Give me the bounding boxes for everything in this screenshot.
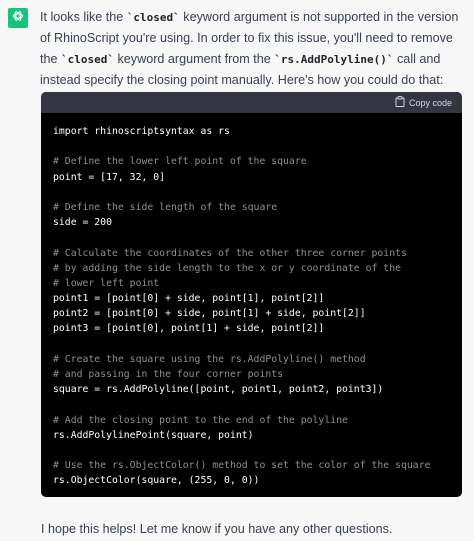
code-line: point2 = [point[0] + side, point[1] + side, point[2]] xyxy=(53,308,366,320)
code-line: import rhinoscriptsyntax as rs xyxy=(53,126,230,137)
assistant-avatar xyxy=(8,8,28,28)
code-line: rs.ObjectColor(square, (255, 0, 0)) xyxy=(53,475,260,487)
copy-code-button[interactable] xyxy=(395,96,452,109)
assistant-message xyxy=(40,7,466,91)
code-line: square = rs.AddPolyline([point, point1, point2, point3]) xyxy=(53,384,384,396)
code-line xyxy=(53,443,450,458)
message-text: call and instead specify the closing point manually. Here's how you could do that: xyxy=(40,52,444,87)
code-line: point3 = [point[0], point[1] + side, point[2]] xyxy=(53,323,325,335)
code-line xyxy=(53,337,450,352)
code-line: side = 200 xyxy=(53,217,112,229)
copy-code-label: Copy code xyxy=(408,97,452,108)
code-comment-line: # Define the side length of the square xyxy=(53,201,278,213)
code-comment-line: # and passing in the four corner points xyxy=(53,369,284,380)
code-block xyxy=(41,92,462,497)
code-line: point1 = [point[0] + side, point[1], point[2]] xyxy=(53,293,325,305)
inline-code: `rs.AddPolyline()` xyxy=(274,53,394,66)
code-content[interactable] xyxy=(41,113,462,489)
code-line xyxy=(53,185,450,200)
code-line: rs.AddPolylinePoint(square, point) xyxy=(53,429,254,441)
code-comment-line: # Calculate the coordinates of the other three corner points xyxy=(53,247,407,259)
message-text: keyword argument is not supported in the version of RhinoScript you're using. In order to fix this issue, you'll need to remove the xyxy=(40,10,459,66)
code-line: point = [17, 32, 0] xyxy=(53,171,166,183)
message-paragraph xyxy=(40,7,466,91)
code-line xyxy=(53,139,450,154)
code-comment-line: # Define the lower left point of the square xyxy=(53,156,307,168)
message-text: keyword argument from the xyxy=(114,52,275,66)
inline-code: `closed` xyxy=(126,11,180,24)
code-comment-line: # Create the square using the rs.AddPolyline() method xyxy=(53,353,366,365)
code-comment-line: # Add the closing point to the end of the polyline xyxy=(53,414,348,426)
code-comment-line: # lower left point xyxy=(53,277,160,289)
code-comment-line: # Use the rs.ObjectColor() method to set the color of the square xyxy=(53,460,431,472)
code-line xyxy=(53,397,450,412)
chatgpt-logo-icon xyxy=(11,9,25,28)
footer-message: I hope this helps! Let me know if you have any other questions. xyxy=(41,522,393,536)
message-text: It looks like the xyxy=(40,10,127,24)
inline-code: `closed` xyxy=(61,53,114,66)
code-comment-line: # by adding the side length to the x or y coordinate of the xyxy=(53,262,401,274)
code-block-header xyxy=(41,92,462,113)
code-line xyxy=(53,230,450,245)
clipboard-icon xyxy=(395,96,405,109)
